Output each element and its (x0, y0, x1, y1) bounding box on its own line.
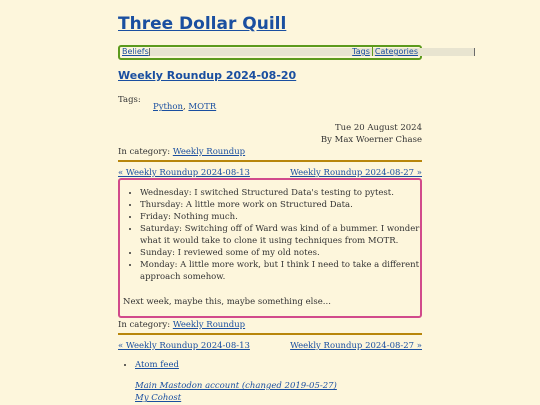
nav-categories-link[interactable]: Categories (374, 47, 418, 56)
category-link-top[interactable]: Weekly Roundup (172, 147, 246, 157)
atom-feed-link[interactable]: Atom feed (135, 360, 179, 370)
mastodon-link[interactable]: Main Mastodon account (changed 2019-05-27) (135, 381, 337, 391)
divider-bottom (118, 333, 422, 335)
closing-text: Next week, maybe this, maybe something else... (123, 297, 331, 307)
post-title-link[interactable]: Weekly Roundup 2024-08-20 (118, 69, 297, 82)
nav-beliefs-link[interactable]: Beliefs (122, 47, 149, 56)
footer-list (126, 360, 179, 370)
category-label: In category: (118, 320, 171, 330)
next-post-link-bottom[interactable]: Weekly Roundup 2024-08-27 » (290, 341, 422, 351)
prev-post-link-bottom[interactable]: « Weekly Roundup 2024-08-13 (118, 341, 250, 351)
footer-links (135, 380, 337, 404)
post-author: By Max Woerner Chase (320, 135, 422, 145)
tags-label: Tags: (118, 95, 141, 105)
category-link-bottom[interactable]: Weekly Roundup (172, 320, 246, 330)
list-item: • Saturday: Switching off of Ward was kind of a bummer. I wonder what it would take to clone it using techniques from MOTR. (140, 223, 422, 247)
list-item (135, 360, 179, 370)
list-item: • Friday: Nothing much. (140, 211, 422, 223)
list-item: • Wednesday: I switched Structured Data's testing to pytest. (140, 187, 422, 199)
tags-list: Python, MOTR (153, 102, 217, 112)
cohost-link[interactable]: My Cohost (135, 393, 182, 403)
nav-tags-link[interactable]: Tags (352, 47, 370, 56)
post-content (118, 178, 422, 318)
nav-divider (372, 47, 373, 56)
nav-search-field[interactable] (149, 48, 475, 56)
tag-python-link[interactable]: Python (153, 102, 184, 112)
roundup-list (130, 187, 422, 283)
next-post-link-top[interactable]: Weekly Roundup 2024-08-27 » (290, 168, 422, 178)
category-label: In category: (118, 147, 171, 157)
post-date: Tue 20 August 2024 (334, 123, 422, 133)
list-item: • Monday: A little more work, but I think I need to take a different approach somehow. (140, 259, 422, 283)
tag-motr-link[interactable]: MOTR (188, 102, 217, 112)
nav-bar (118, 45, 422, 60)
list-item: • Thursday: A little more work on Structured Data. (140, 199, 422, 211)
category-line-bottom (118, 320, 245, 330)
site-title-link[interactable]: Three Dollar Quill (118, 14, 287, 34)
category-line-top (118, 147, 245, 157)
divider-top (118, 160, 422, 162)
prev-post-link-top[interactable]: « Weekly Roundup 2024-08-13 (118, 168, 250, 178)
list-item: • Sunday: I reviewed some of my old notes. (140, 247, 422, 259)
